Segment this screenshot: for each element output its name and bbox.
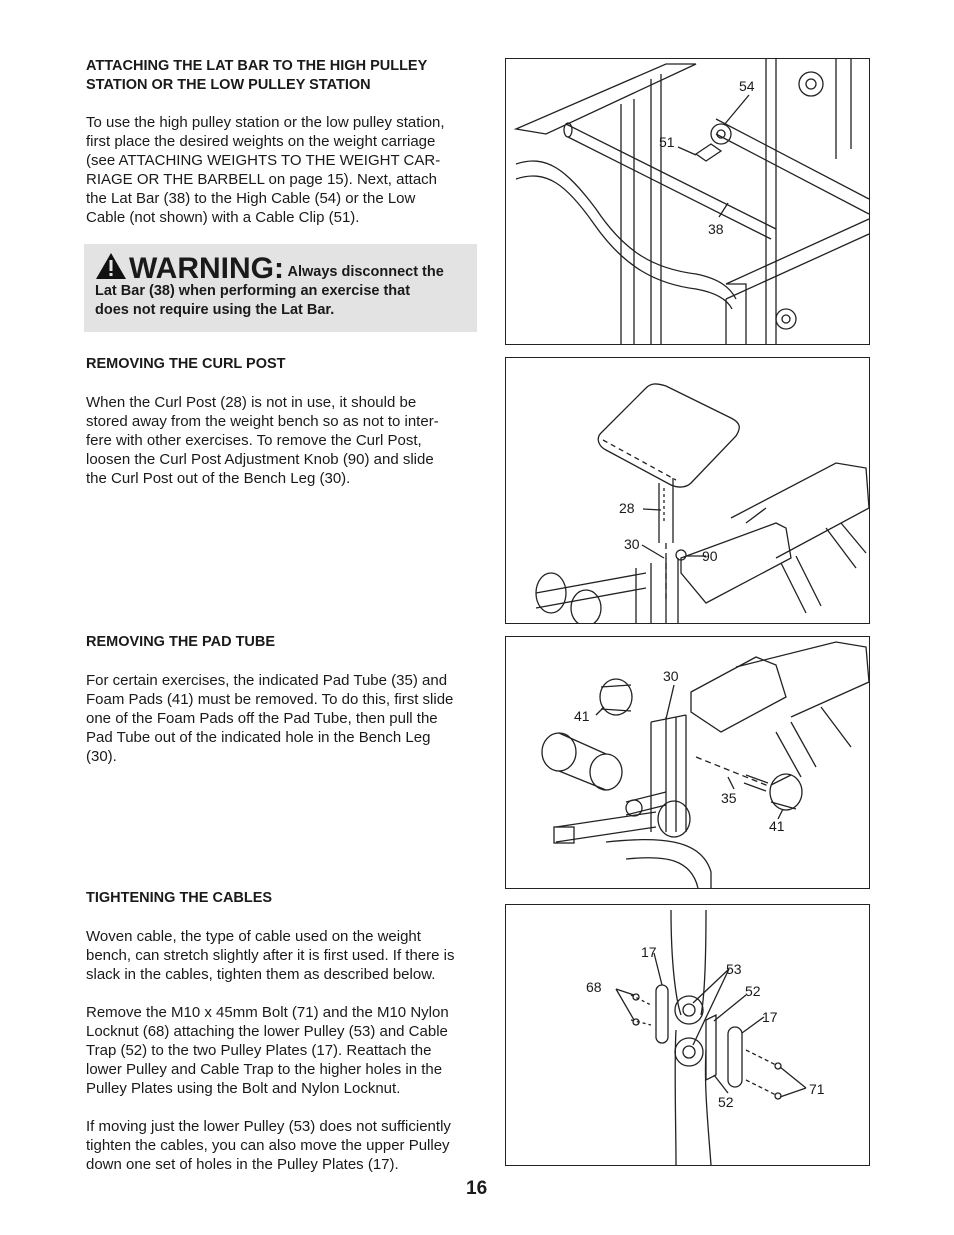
warning-box <box>84 244 477 332</box>
warning-triangle-icon <box>95 252 127 280</box>
callout-30: 30 <box>663 668 679 684</box>
callout-41-left: 41 <box>574 708 590 724</box>
pulley-plates-illustration <box>506 905 869 1165</box>
page-number: 16 <box>466 1178 488 1199</box>
callout-52-lower: 52 <box>718 1094 734 1110</box>
section-body-para2: Remove the M10 x 45mm Bolt (71) and the M10 Nylon Locknut (68) attaching the lower Pulley (53) and Cable Trap (52) to the two Pulley Plates (17). Reattach the lower Pulley and Cable Trap to the higher holes in the Pulley Plates using the Bolt and Nylon Locknut. <box>86 1004 449 1097</box>
figure-curl-post <box>505 357 870 624</box>
section-heading: REMOVING THE PAD TUBE <box>86 634 276 650</box>
warning-line1: Always disconnect the <box>287 264 444 280</box>
pad-tube-illustration <box>506 637 869 888</box>
curl-post-illustration <box>506 358 869 623</box>
callout-38: 38 <box>708 221 724 237</box>
callout-41-right: 41 <box>769 818 785 834</box>
section-lat-bar <box>86 57 478 227</box>
section-body: When the Curl Post (28) is not in use, it should be stored away from the weight bench so as not to inter- fere with other exercises. To remove the Curl Post, loosen the Curl Post Adjustment Knob (90) and slide the Curl Post out of the Bench Leg (30). <box>86 394 439 487</box>
section-body: To use the high pulley station or the low pulley station, first place the desired weights on the weight carriage (see ATTACHING WEIGHTS TO THE WEIGHT CAR- RIAGE OR THE BARBELL on page 15). Next, attach the Lat Bar (38) to the High Cable (54) or the Low Cable (not shown) with a Cable Clip (51). <box>86 114 445 226</box>
lat-bar-illustration <box>506 59 869 344</box>
section-heading: TIGHTENING THE CABLES <box>86 890 273 906</box>
section-heading: ATTACHING THE LAT BAR TO THE HIGH PULLEY STATION OR THE LOW PULLEY STATION <box>86 58 428 93</box>
callout-52-upper: 52 <box>745 983 761 999</box>
callout-28: 28 <box>619 500 635 516</box>
callout-30: 30 <box>624 536 640 552</box>
callout-54: 54 <box>739 78 755 94</box>
warning-title: WARNING: <box>129 252 284 285</box>
section-body-para1: Woven cable, the type of cable used on the weight bench, can stretch slightly after it is first used. If there is slack in the cables, tighten them as described below. <box>86 928 455 983</box>
section-body-para3: If moving just the lower Pulley (53) does not sufficiently tighten the cables, you can also move the upper Pulley down one set of holes in the Pulley Plates (17). <box>86 1118 451 1173</box>
callout-51: 51 <box>659 134 675 150</box>
section-heading: REMOVING THE CURL POST <box>86 356 286 372</box>
figure-pad-tube <box>505 636 870 889</box>
callout-68: 68 <box>586 979 602 995</box>
section-pad-tube <box>86 633 478 766</box>
warning-line3: does not require using the Lat Bar. <box>95 302 335 318</box>
section-body: For certain exercises, the indicated Pad Tube (35) and Foam Pads (41) must be removed. To do this, first slide one of the Foam Pads off the Pad Tube, then pull the Pad Tube out of the indicated hole in the Bench Leg (30). <box>86 672 454 765</box>
callout-90: 90 <box>702 548 718 564</box>
figure-pulley-plates <box>505 904 870 1166</box>
callout-71: 71 <box>809 1081 825 1097</box>
section-tightening-cables <box>86 889 478 1174</box>
callout-17-upper: 17 <box>641 944 657 960</box>
section-curl-post <box>86 355 478 488</box>
callout-35: 35 <box>721 790 737 806</box>
callout-17-right: 17 <box>762 1009 778 1025</box>
figure-lat-bar-attachment <box>505 58 870 345</box>
callout-53: 53 <box>726 961 742 977</box>
warning-line2: Lat Bar (38) when performing an exercise that <box>95 283 411 299</box>
